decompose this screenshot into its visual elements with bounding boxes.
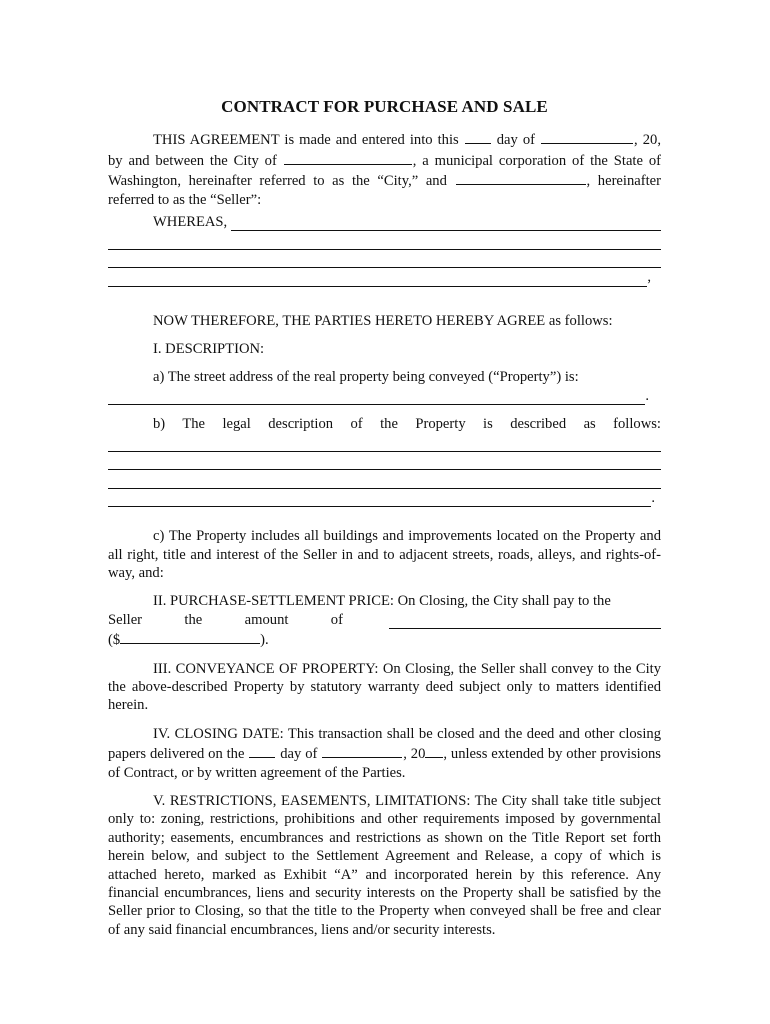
whereas-blank-4[interactable] [108,272,647,287]
closing-day-blank[interactable] [249,743,275,758]
section-4: IV. CLOSING DATE: This transaction shall be closed and the deed and other closing papers delivered on the day of , 20 , unless extended by other provisions of Contract, or by written agreement of the Parties. [108,725,661,781]
preamble: THIS AGREEMENT is made and entered into this day of , 20, by and between the City of , a municipal corporation of the State of Washington, hereinafter referred to as the “City,” and , hereinafter referred to as the “Seller”: [108,129,661,209]
section-5: V. RESTRICTIONS, EASEMENTS, LIMITATIONS: The City shall take title subject only to: zoning, restrictions, prohibitions and other requirements imposed by governmental authority; easements, encumbrances and restrictions as shown on the Title Report set forth herein below, and subject to the Settlement Agreement and Release, a copy of which is attached hereto, marked as Exhibit “A” and incorporated herein by this reference. Any financial encumbrances, liens and security interests on the Property shall be satisfied by the Seller prior to Closing, so that the title to the Property when conveyed shall be free and clear of any said financial encumbrances, liens and/or security interests. [108,793,661,938]
whereas-blank[interactable] [231,216,661,231]
city-name-blank[interactable] [284,150,412,165]
whereas-line: WHEREAS, [108,213,661,231]
month-blank[interactable] [541,129,633,144]
seller-name-blank[interactable] [456,170,586,185]
amount-number-blank[interactable] [120,629,260,644]
now-therefore: NOW THEREFORE, THE PARTIES HERETO HEREBY AGREE as follows: [153,312,613,329]
whereas-blank-2[interactable] [108,235,661,250]
whereas-blank-3[interactable] [108,253,661,268]
legal-desc-blank-3[interactable] [108,474,661,489]
closing-month-blank[interactable] [322,743,402,758]
section-2: II. PURCHASE-SETTLEMENT PRICE: On Closing, the City shall pay to the [153,593,611,610]
contract-page: CONTRACT FOR PURCHASE AND SALE THIS AGREEMENT is made and entered into this day of , 20, by and between the City of , a municipal corporation of the State of Washington, hereinafter referred to as the “City,” and , hereinafter referred to as the “Seller”: WHEREAS, , NOW THEREFORE, THE PARTIES HERETO HEREBY AGREE as follows: I. DESCRIPTION: a) The street address of the real property being conveyed (“Property”) is: . b) The legal description of the Property is described as follows: . c) The Property includes all buildings and improvements located on the Property and all right, title and interest of the Seller in and to adjacent streets, roads, alleys, and rights-of-way, and: II. PURCHASE-SETTLEMENT PRICE: On Closing, the City shall pay to the Seller the amount of ($ ). III. CONVEYANCE OF PROPERTY: On Closing, the Seller shall convey to the City the above-described Property by statutory warranty deed subject only to matters identified herein. IV. CLOSING DATE: This transaction shall be closed and the deed and other closing papers delivered on the day of , 20 , unless extended by other provisions of Contract, or by written agreement of the Parties. V. RESTRICTIONS, EASEMENTS, LIMITATIONS: The City shall take title subject only to: zoning, restrictions, prohibitions and other requirements imposed by governmental authority; easements, encumbrances and restrictions as shown on the Title Report set forth herein below, and subject to the Settlement Agreement and Release, a copy of which is attached hereto, marked as Exhibit “A” and incorporated herein by this reference. Any financial encumbrances, liens and security interests on the Property shall be satisfied by the Seller prior to Closing, so that the title to the Property when conveyed shall be free and clear of any said financial encumbrances, liens and/or security interests. [108,97,661,938]
street-address-blank[interactable] [108,390,645,405]
legal-desc-blank-4[interactable] [108,492,651,507]
section-1b: b) The legal description of the Property is described as follows: [153,416,661,433]
legal-desc-blank-2[interactable] [108,455,661,470]
section-1c: c) The Property includes all buildings and improvements located on the Property and all right, title and interest of the Seller in and to adjacent streets, roads, alleys, and rights-of-way, and: [108,528,661,581]
amount-figure: ($ ). [108,629,661,649]
amount-row: Seller the amount of [108,611,661,629]
closing-year-blank[interactable] [425,743,443,758]
section-1-heading: I. DESCRIPTION: [153,341,265,357]
legal-desc-blank-1[interactable] [108,437,661,452]
day-blank[interactable] [465,129,491,144]
section-1a: a) The street address of the real property being conveyed (“Property”) is: [153,369,579,386]
amount-words-blank[interactable] [389,614,661,629]
document-title: CONTRACT FOR PURCHASE AND SALE [221,97,548,116]
section-3: III. CONVEYANCE OF PROPERTY: On Closing, the Seller shall convey to the City the above-described Property by statutory warranty deed subject only to matters identified herein. [108,660,661,714]
